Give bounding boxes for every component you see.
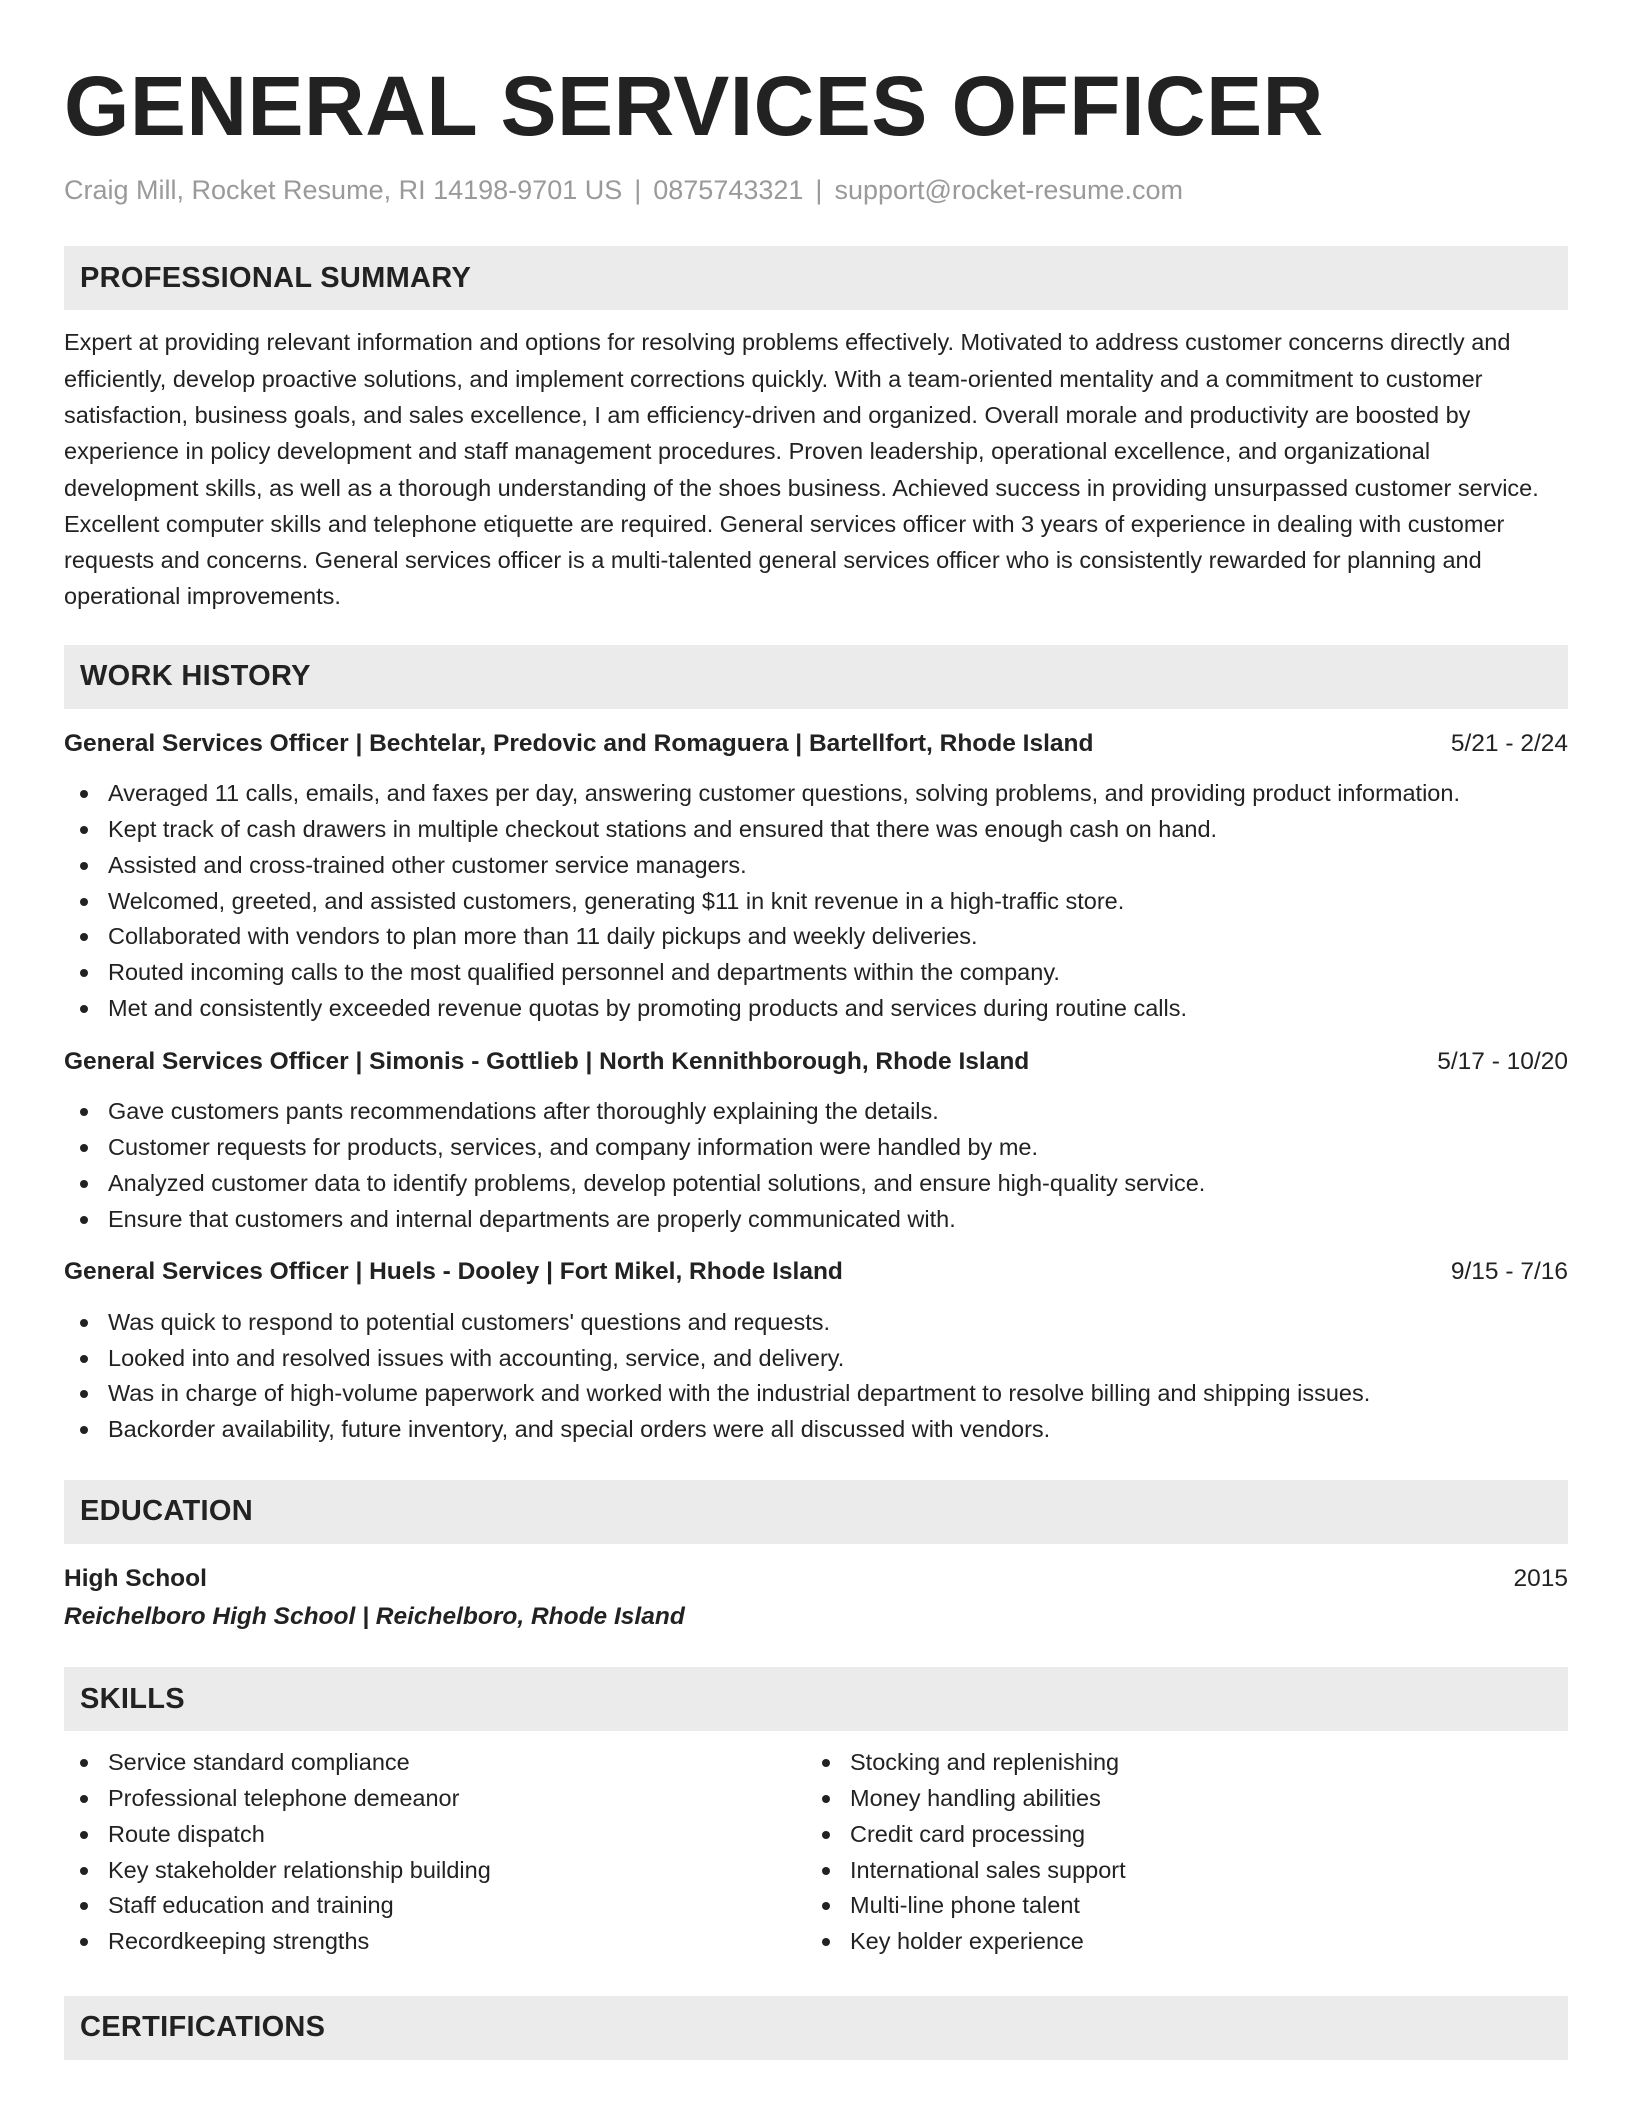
job-entry	[64, 1047, 1568, 1238]
contact-email: support@rocket-resume.com	[834, 175, 1183, 205]
skill-item	[806, 1888, 1548, 1924]
job-bullet-text: Routed incoming calls to the most qualified personnel and departments within the company.	[108, 959, 1060, 986]
job-bullet	[64, 991, 1568, 1027]
skill-item	[806, 1817, 1548, 1853]
job-bullet-list	[64, 776, 1568, 1027]
job-bullet-list	[64, 1094, 1568, 1237]
section-header-work-history: WORK HISTORY	[64, 645, 1568, 709]
job-bullet	[64, 848, 1568, 884]
skill-text: Credit card processing	[850, 1820, 1086, 1847]
job-dates: 5/21 - 2/24	[1450, 729, 1568, 757]
contact-address: Craig Mill, Rocket Resume, RI 14198-9701 US	[64, 175, 623, 205]
bullet-dot-icon	[80, 1319, 88, 1327]
bullet-dot-icon	[822, 1902, 830, 1910]
contact-phone: 0875743321	[653, 175, 804, 205]
bullet-dot-icon	[80, 1216, 88, 1224]
bullet-dot-icon	[822, 1759, 830, 1767]
contact-separator: |	[815, 175, 823, 205]
skill-item	[64, 1853, 806, 1889]
section-header-certifications: CERTIFICATIONS	[64, 1996, 1568, 2060]
job-bullet-text: Collaborated with vendors to plan more than 11 daily pickups and weekly deliveries.	[108, 923, 978, 950]
job-bullet	[64, 1341, 1568, 1377]
resume-name: GENERAL SERVICES OFFICER	[64, 59, 1324, 153]
job-bullet-text: Customer requests for products, services, and company information were handled by me.	[108, 1133, 1038, 1160]
skills-columns	[64, 1745, 1568, 1960]
job-bullet	[64, 1412, 1568, 1448]
skill-item	[64, 1924, 806, 1960]
section-header-education: EDUCATION	[64, 1480, 1568, 1544]
bullet-dot-icon	[80, 826, 88, 834]
bullet-dot-icon	[822, 1795, 830, 1803]
section-header-skills: SKILLS	[64, 1667, 1568, 1731]
section-header-summary: PROFESSIONAL SUMMARY	[64, 246, 1568, 310]
bullet-dot-icon	[80, 898, 88, 906]
bullet-dot-icon	[822, 1938, 830, 1946]
skill-item	[64, 1888, 806, 1924]
job-list	[64, 729, 1568, 1448]
bullet-dot-icon	[822, 1831, 830, 1839]
bullet-dot-icon	[822, 1867, 830, 1875]
contact-line	[64, 174, 1568, 206]
skill-item	[806, 1853, 1548, 1889]
job-bullet	[64, 955, 1568, 991]
job-title: General Services Officer | Bechtelar, Predovic and Romaguera | Bartellfort, Rhode Island	[64, 729, 1094, 757]
skill-item	[806, 1781, 1548, 1817]
bullet-dot-icon	[80, 1938, 88, 1946]
skill-text: Key stakeholder relationship building	[108, 1856, 491, 1883]
job-bullet	[64, 1094, 1568, 1130]
bullet-dot-icon	[80, 862, 88, 870]
bullet-dot-icon	[80, 1144, 88, 1152]
job-bullet	[64, 812, 1568, 848]
bullet-dot-icon	[80, 1867, 88, 1875]
bullet-dot-icon	[80, 790, 88, 798]
skills-right-list	[806, 1745, 1548, 1960]
job-header	[64, 729, 1568, 758]
job-bullet	[64, 1202, 1568, 1238]
job-dates: 9/15 - 7/16	[1450, 1258, 1568, 1286]
bullet-dot-icon	[80, 1355, 88, 1363]
job-bullet	[64, 884, 1568, 920]
job-dates: 5/17 - 10/20	[1437, 1047, 1568, 1075]
skill-text: Money handling abilities	[850, 1784, 1101, 1811]
bullet-dot-icon	[80, 1902, 88, 1910]
job-bullet	[64, 1130, 1568, 1166]
skill-item	[806, 1745, 1548, 1781]
summary-text: Expert at providing relevant information and options for resolving problems effectively. Motivated to address customer concerns directly and efficiently, develop proactive solutions, and implement corrections quickly. With a team-oriented mentality and a commitment to customer satisfaction, business goals, and sales excellence, I am efficiency-driven and organized. Overall morale and productivity are boosted by experience in policy development and staff management procedures. Proven leadership, operational excellence, and organizational development skills, as well as a thorough understanding of the shoes business. Achieved success in providing unsurpassed customer service. Excellent computer skills and telephone etiquette are required. General services officer with 3 years of experience in dealing with customer requests and concerns. General services officer is a multi-talented general services officer who is consistently rewarded for planning and operational improvements.	[64, 329, 1539, 610]
education-year: 2015	[1513, 1564, 1568, 1592]
bullet-dot-icon	[80, 1426, 88, 1434]
skills-left-list	[64, 1745, 806, 1960]
skill-text: International sales support	[850, 1856, 1126, 1883]
job-entry	[64, 1257, 1568, 1448]
skill-text: Key holder experience	[850, 1928, 1084, 1955]
job-bullet	[64, 1166, 1568, 1202]
job-bullet-text: Averaged 11 calls, emails, and faxes per day, answering customer questions, solving problems, and providing product information.	[108, 780, 1460, 807]
bullet-dot-icon	[80, 1795, 88, 1803]
job-bullet-text: Met and consistently exceeded revenue quotas by promoting products and services during routine calls.	[108, 994, 1188, 1021]
education-degree: High School	[64, 1564, 207, 1592]
bullet-dot-icon	[80, 1390, 88, 1398]
skill-text: Stocking and replenishing	[850, 1749, 1120, 1776]
education-entry	[64, 1564, 1568, 1593]
job-bullet	[64, 1305, 1568, 1341]
job-header	[64, 1047, 1568, 1076]
bullet-dot-icon	[80, 1180, 88, 1188]
job-bullet-text: Was in charge of high-volume paperwork and worked with the industrial department to resolve billing and shipping issues.	[108, 1380, 1371, 1407]
skill-text: Professional telephone demeanor	[108, 1784, 460, 1811]
bullet-dot-icon	[80, 933, 88, 941]
skill-text: Staff education and training	[108, 1892, 394, 1919]
skill-text: Service standard compliance	[108, 1749, 410, 1776]
job-entry	[64, 729, 1568, 1027]
skill-item	[806, 1924, 1548, 1960]
bullet-dot-icon	[80, 1005, 88, 1013]
job-bullet-text: Kept track of cash drawers in multiple checkout stations and ensured that there was enough cash on hand.	[108, 815, 1218, 842]
bullet-dot-icon	[80, 1831, 88, 1839]
skill-item	[64, 1817, 806, 1853]
skill-text: Multi-line phone talent	[850, 1892, 1080, 1919]
job-bullet-text: Gave customers pants recommendations after thoroughly explaining the details.	[108, 1098, 939, 1125]
job-bullet	[64, 919, 1568, 955]
bullet-dot-icon	[80, 1108, 88, 1116]
skill-text: Route dispatch	[108, 1820, 265, 1847]
job-title: General Services Officer | Simonis - Gottlieb | North Kennithborough, Rhode Island	[64, 1047, 1030, 1075]
job-bullet-text: Analyzed customer data to identify problems, develop potential solutions, and ensure high-quality service.	[108, 1169, 1206, 1196]
contact-separator: |	[634, 175, 642, 205]
job-bullet	[64, 776, 1568, 812]
job-bullet	[64, 1376, 1568, 1412]
skill-text: Recordkeeping strengths	[108, 1928, 370, 1955]
bullet-dot-icon	[80, 969, 88, 977]
education-school: Reichelboro High School | Reichelboro, Rhode Island	[64, 1603, 685, 1631]
bullet-dot-icon	[80, 1759, 88, 1767]
job-bullet-list	[64, 1305, 1568, 1448]
job-title: General Services Officer | Huels - Dooley | Fort Mikel, Rhode Island	[64, 1258, 843, 1286]
job-bullet-text: Ensure that customers and internal departments are properly communicated with.	[108, 1205, 956, 1232]
skill-item	[64, 1781, 806, 1817]
job-bullet-text: Welcomed, greeted, and assisted customers, generating $11 in knit revenue in a high-traffic store.	[108, 887, 1125, 914]
job-bullet-text: Looked into and resolved issues with accounting, service, and delivery.	[108, 1344, 845, 1371]
job-bullet-text: Was quick to respond to potential customers' questions and requests.	[108, 1308, 831, 1335]
skill-item	[64, 1745, 806, 1781]
job-header	[64, 1257, 1568, 1286]
job-bullet-text: Assisted and cross-trained other customer service managers.	[108, 851, 747, 878]
job-bullet-text: Backorder availability, future inventory, and special orders were all discussed with vendors.	[108, 1416, 1051, 1443]
